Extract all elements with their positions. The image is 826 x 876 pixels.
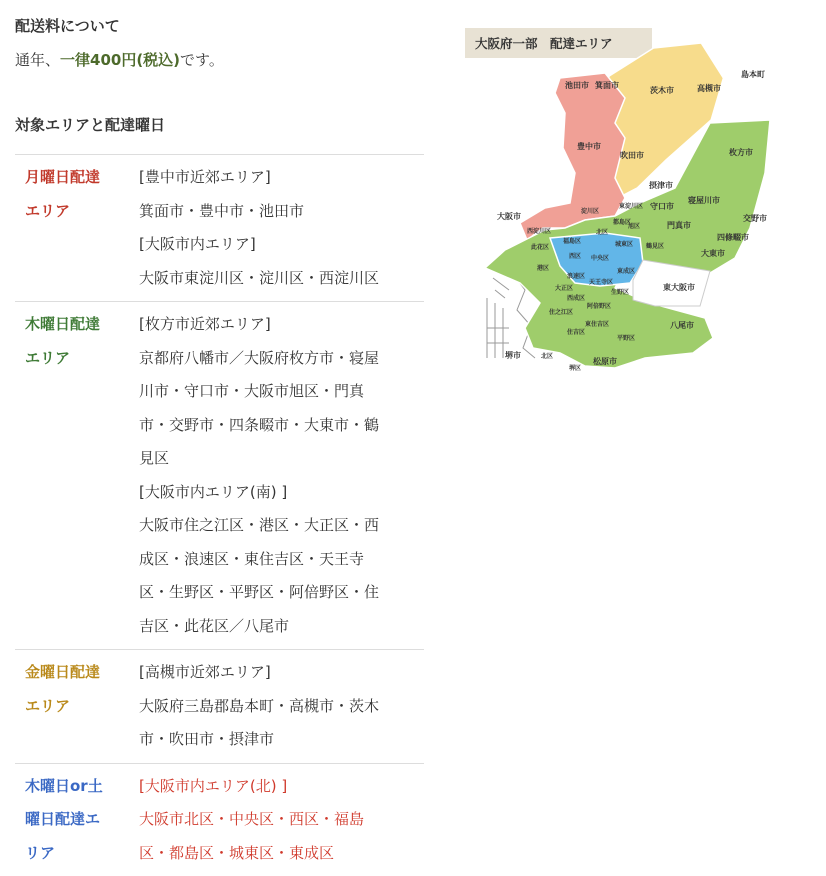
zones-cell-thursday	[137, 302, 424, 650]
zone-line: 吉区・此花区／八尾市	[139, 616, 290, 635]
map-label: 生野区	[611, 289, 630, 296]
map-label: 枚方市	[729, 148, 753, 157]
day-label-line: 金曜日配達	[25, 663, 101, 681]
map-label: 住吉区	[567, 329, 586, 336]
map-label: 門真市	[667, 221, 691, 230]
shipping-prefix: 通年、	[15, 51, 61, 69]
map-label: 箕面市	[595, 81, 619, 90]
map-label: 浪速区	[567, 273, 586, 280]
map-label: 島本町	[741, 70, 765, 79]
day-cell-monday	[15, 155, 137, 302]
zone-line: 大阪市北区・中央区・西区・福島	[139, 810, 365, 828]
map-label: 北区	[541, 353, 554, 360]
zone-line: [高槻市近郊エリア]	[139, 663, 271, 681]
day-cell-thursday	[15, 302, 137, 650]
map-label: 堺市	[505, 351, 521, 360]
map-label: 堺区	[569, 365, 582, 372]
map-label: 旭区	[628, 223, 641, 230]
table-row-friday	[15, 650, 424, 764]
day-label-line: リア	[25, 843, 56, 862]
day-label-line: エリア	[25, 696, 71, 715]
map-label: 住之江区	[549, 309, 574, 316]
shipping-price: 一律400円(税込)	[60, 51, 181, 69]
left-column	[15, 14, 425, 876]
shipping-suffix: です。	[180, 51, 224, 69]
map-label: 大阪市	[497, 212, 521, 221]
map-label: 東住吉区	[585, 321, 610, 328]
shipping-heading: 配送料について	[15, 17, 120, 35]
zone-line: [大阪市内エリア]	[139, 235, 256, 253]
zone-line: [豊中市近郊エリア]	[139, 168, 271, 186]
map-label: 平野区	[617, 335, 636, 342]
shipping-fee-line	[15, 48, 425, 72]
map-label: 天王寺区	[589, 279, 614, 286]
map-label: 阿倍野区	[587, 303, 612, 310]
zones-cell-friday	[137, 650, 424, 764]
map-label: 大東市	[701, 249, 725, 258]
zone-line: 市・交野市・四条畷市・大東市・鶴	[139, 415, 380, 434]
map-label: 摂津市	[649, 181, 673, 190]
zone-line: 大阪府三島郡島本町・高槻市・茨木	[139, 696, 380, 715]
map-label: 中央区	[591, 255, 610, 262]
zone-line: 成区・浪速区・東住吉区・天王寺	[139, 549, 365, 568]
map-label: 西淀川区	[527, 228, 552, 235]
day-label-line: 木曜日配達	[25, 315, 101, 333]
map-label: 豊中市	[577, 142, 601, 151]
map-label: 寝屋川市	[688, 196, 720, 205]
day-cell-friday	[15, 650, 137, 764]
map-label: 高槻市	[697, 84, 721, 93]
table-row-thursday	[15, 302, 424, 650]
map-label: 城東区	[615, 241, 634, 248]
day-label-line: 月曜日配達	[25, 168, 101, 186]
zone-line: 川市・守口市・大阪市旭区・門真	[139, 382, 365, 400]
zone-line: 区・生野区・平野区・阿倍野区・住	[139, 583, 380, 601]
map-title: 大阪府一部 配達エリア	[475, 36, 613, 51]
map-label: 北区	[596, 229, 609, 236]
map-label: 此花区	[531, 244, 550, 251]
map-label: 交野市	[743, 214, 767, 223]
map-label: 守口市	[650, 202, 674, 211]
zone-line: 大阪市住之江区・港区・大正区・西	[139, 516, 380, 534]
map-label: 池田市	[565, 81, 589, 90]
day-label-line: 曜日配達エ	[25, 810, 101, 828]
day-label-line: エリア	[25, 348, 71, 367]
map-label: 東成区	[617, 268, 636, 275]
map-label: 大正区	[555, 285, 574, 292]
map-label: 東淀川区	[619, 203, 644, 210]
table-row-thursday-or-saturday	[15, 763, 424, 876]
map-label: 西区	[569, 253, 582, 260]
zone-line: [大阪市内エリア(北) ]	[139, 776, 288, 795]
map-label: 淀川区	[581, 208, 600, 215]
zones-cell-thursday-or-saturday	[137, 763, 424, 876]
map-label: 東大阪市	[663, 283, 695, 292]
zone-line: [枚方市近郊エリア]	[139, 315, 271, 333]
map-label: 四條畷市	[717, 233, 749, 242]
day-cell-thursday-or-saturday	[15, 763, 137, 876]
map-label: 鶴見区	[646, 243, 665, 250]
zone-line: 市・吹田市・摂津市	[139, 730, 275, 748]
region-red	[520, 73, 625, 240]
map-label: 松原市	[593, 357, 617, 366]
delivery-area-map	[465, 28, 767, 373]
map-label: 八尾市	[670, 321, 694, 330]
map-label: 港区	[537, 265, 550, 272]
zone-line: 区・都島区・城東区・東成区	[139, 843, 335, 862]
zone-line: 見区	[139, 449, 170, 467]
map-svg	[465, 28, 767, 373]
zones-cell-monday	[137, 155, 424, 302]
zone-line: [大阪市内エリア(南) ]	[139, 482, 288, 501]
area-heading: 対象エリアと配達曜日	[15, 116, 166, 134]
map-label: 福島区	[563, 238, 582, 245]
delivery-area-table	[15, 154, 424, 876]
map-label: 西成区	[567, 295, 586, 302]
day-label-line: エリア	[25, 201, 71, 220]
zone-line: 大阪市東淀川区・淀川区・西淀川区	[139, 268, 380, 287]
zone-line: 箕面市・豊中市・池田市	[139, 201, 305, 220]
day-label-line: 木曜日or土	[25, 776, 103, 795]
table-row-monday	[15, 155, 424, 302]
map-label: 吹田市	[620, 151, 644, 160]
map-label: 茨木市	[650, 86, 674, 95]
zone-line: 京都府八幡市／大阪府枚方市・寝屋	[139, 348, 380, 367]
map-label: 都島区	[613, 219, 632, 226]
